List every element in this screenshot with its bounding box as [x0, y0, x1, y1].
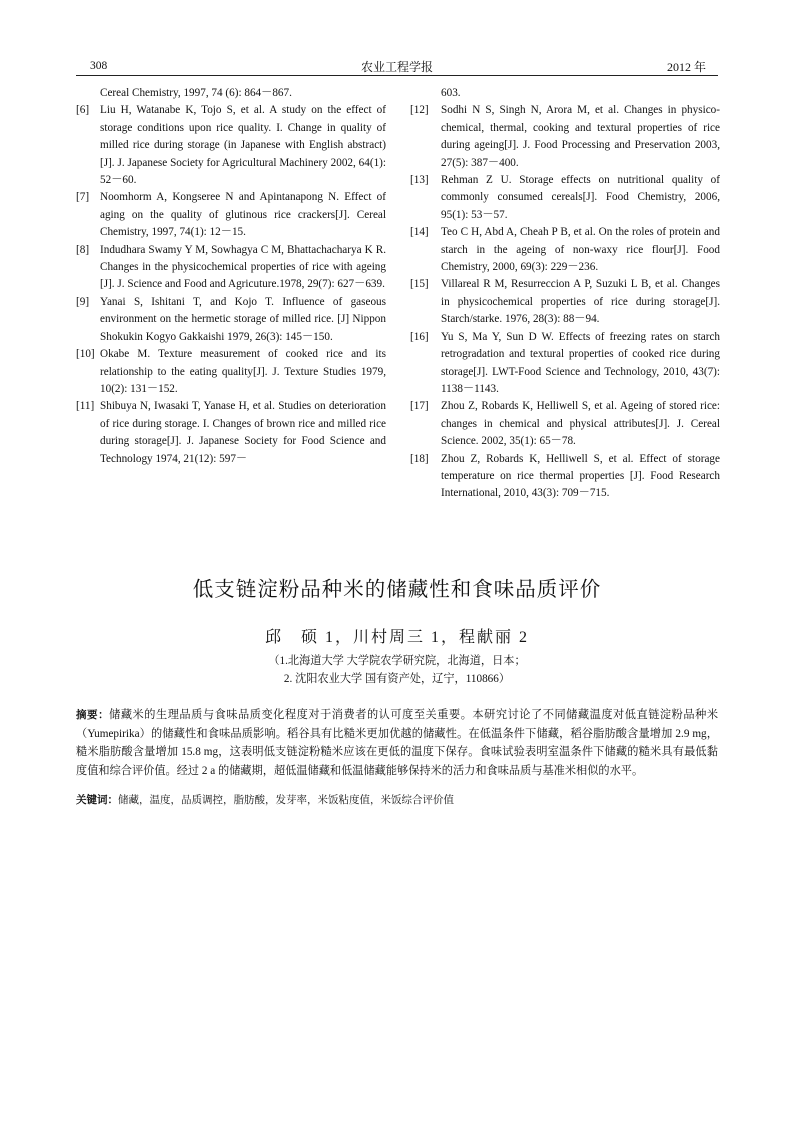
journal-name: 农业工程学报	[360, 60, 433, 74]
reference-item	[410, 276, 720, 328]
reference-number: [9]	[76, 295, 90, 308]
reference-item	[76, 398, 386, 468]
references-right-column	[410, 85, 720, 503]
reference-text: Yanai S, Ishitani T, and Kojo T. Influence of gaseous environment on the hermetic storage of milled rice. [J] Nippon Shokukin Kogyo Gakkaishi 1979, 26(3): 145－150.	[100, 295, 386, 343]
reference-text: Indudhara Swamy Y M, Sowhagya C M, Bhattachacharya K R. Changes in the physicochemical properties of rice with ageing [J]. J. Science and Food and Agricuture.1978, 29(7): 627－639.	[100, 243, 386, 291]
reference-text: Rehman Z U. Storage effects on nutritional quality of commonly consumed cereals[J]. Food Chemistry, 2006, 95(1): 53－57.	[441, 174, 720, 221]
paper-title: 低支链淀粉品种米的储藏性和食味品质评价	[192, 577, 602, 601]
reference-number: [6]	[76, 104, 90, 117]
abstract-label: 摘要：	[76, 709, 110, 721]
reference-text: Teo C H, Abd A, Cheah P B, et al. On the roles of protein and starch in the ageing of non-waxy rice flour[J]. Food Chemistry, 2000, 69(3): 229－236.	[441, 226, 720, 274]
reference-number: [11]	[76, 400, 95, 413]
reference-number: [17]	[410, 400, 429, 413]
reference-item	[76, 189, 386, 241]
abstract	[76, 706, 718, 780]
reference-item	[410, 102, 720, 172]
keywords	[76, 792, 718, 807]
reference-number: [18]	[410, 452, 429, 465]
reference-text: Yu S, Ma Y, Sun D W. Effects of freezing rates on starch retrogradation and textural properties of cooked rice during storage[J]. LWT-Food Science and Technology, 2010, 43(7): 1138－1143.	[441, 330, 720, 395]
keywords-label: 关键词：	[76, 794, 118, 806]
reference-item	[410, 451, 720, 503]
reference-item	[410, 224, 720, 276]
reference-number: [12]	[410, 104, 429, 117]
affiliation-1: （1.北海道大学 大学院农学研究院，北海道，日本；	[268, 655, 526, 667]
reference-number: [13]	[410, 174, 429, 187]
reference-number: [8]	[76, 243, 90, 256]
references-left-column	[76, 85, 386, 468]
reference-text: Okabe M. Texture measurement of cooked rice and its relationship to the eating quality[J]. J. Texture Studies 1979, 10(2): 131－152.	[100, 348, 386, 395]
author-list: 邱 硕 1，川村周三 1，程献丽 2	[264, 629, 529, 646]
reference-item	[76, 102, 386, 189]
reference-number: [15]	[410, 278, 429, 291]
page-number: 308	[90, 60, 108, 72]
reference-text: Liu H, Watanabe K, Tojo S, et al. A study on the effect of storage conditions upon rice quality. I. Change in quality of milled rice during storage (in Japanese with English abstract)[J]. J. Japanese Society for Agricultural Machinery 2002, 64(1): 52－60.	[100, 104, 386, 187]
reference-number: [16]	[410, 330, 429, 343]
publication-year: 2012 年	[666, 60, 706, 74]
reference-number: [14]	[410, 226, 429, 239]
reference-item	[76, 346, 386, 398]
running-header	[76, 58, 718, 76]
reference-text: Zhou Z, Robards K, Helliwell S, et al. Ageing of stored rice: changes in chemical and physical attributes[J]. J. Cereal Science. 2002, 35(1): 65－78.	[441, 400, 720, 448]
reference-continuation: 603.	[441, 87, 461, 99]
keywords-text: 储藏，温度，品质调控，脂肪酸，发芽率，米饭粘度值，米饭综合评价值	[118, 794, 454, 806]
reference-text: Villareal R M, Resurreccion A P, Suzuki L B, et al. Changes in physicochemical properties of rice during storage[J]. Starch/starke. 1976, 28(3): 88－94.	[441, 278, 720, 326]
abstract-text: 储藏米的生理品质与食味品质变化程度对于消费者的认可度至关重要。本研究讨论了不同储藏温度对低直链淀粉品种米（Yumepirika）的储藏性和食味品质影响。稻谷具有比糙米更加优越的储藏性。在低温条件下储藏，稻谷脂肪酸含量增加 2.9 mg，糙米脂肪酸含量增加 15.8 mg，这表明低支链淀粉糙米应该在更低的温度下保存。食味试验表明室温条件下储藏的糙米具有最低黏度值和综合评价值。经过 2 a 的储藏期，超低温储藏和低温储藏能够保持米的活力和食味品质与基准米相似的水平。	[76, 709, 719, 777]
reference-text: Shibuya N, Iwasaki T, Yanase H, et al. Studies on deterioration of rice during storage. I. Changes of brown rice and milled rice during storage[J]. J. Japanese Society for Food Science and Technology 1974, 21(12): 597－	[100, 400, 386, 465]
affiliation-2: 2. 沈阳农业大学 国有资产处，辽宁，110866）	[283, 673, 511, 685]
reference-item	[410, 398, 720, 450]
reference-item	[76, 294, 386, 346]
header-rule	[76, 75, 718, 76]
reference-item	[410, 172, 720, 224]
reference-text: Zhou Z, Robards K, Helliwell S, et al. Effect of storage temperature on rice thermal properties [J]. Food Research International, 2010, 43(3): 709－715.	[441, 452, 720, 500]
reference-item	[410, 329, 720, 399]
reference-text: Noomhorm A, Kongseree N and Apintanapong N. Effect of aging on the quality of glutinous rice crackers[J]. Cereal Chemistry, 1997, 74(1): 12－15.	[100, 191, 386, 239]
reference-number: [10]	[76, 348, 95, 361]
reference-continuation: Cereal Chemistry, 1997, 74 (6): 864－867.	[100, 87, 292, 99]
reference-number: [7]	[76, 191, 90, 204]
reference-text: Sodhi N S, Singh N, Arora M, et al. Changes in physico-chemical, thermal, cooking and textural properties of rice during ageing[J]. J. Food Processing and Preservation 2003, 27(5): 387－400.	[441, 104, 720, 169]
reference-item	[76, 242, 386, 294]
